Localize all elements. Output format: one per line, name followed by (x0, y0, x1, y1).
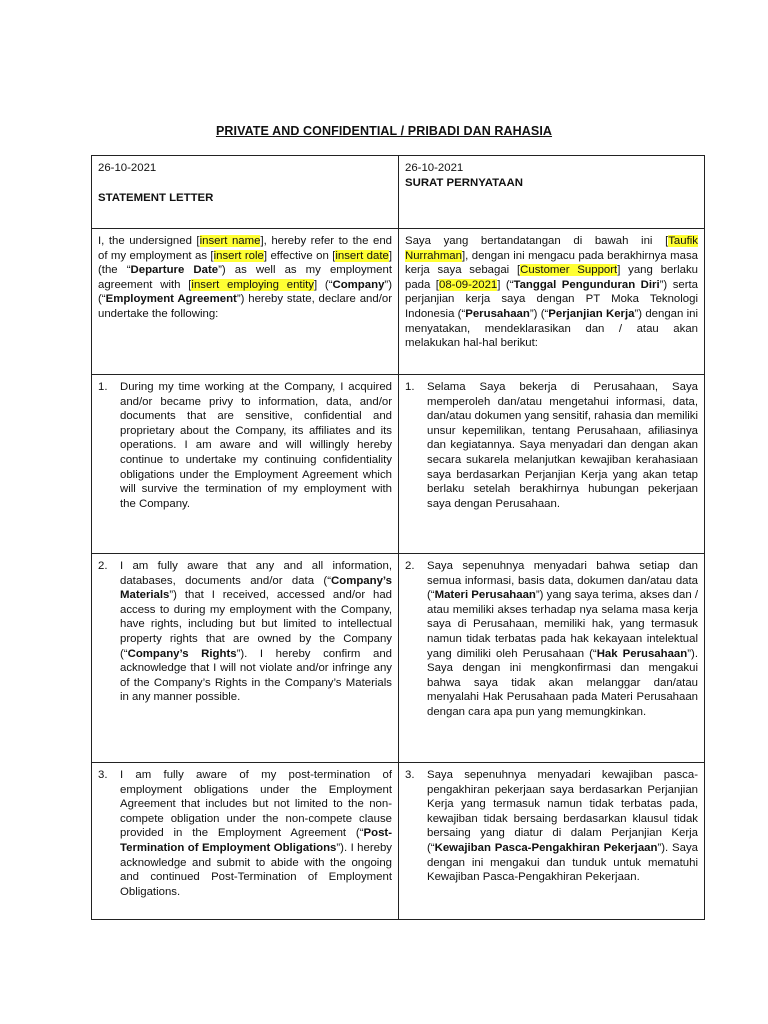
text-run: ”) as well as my employment agreement with [ (98, 264, 392, 291)
text-run: ”). I hereby confirm and acknowledge that I will not violate and/or infringe any of the Company’s Rights in the Company’s Materials in any manner possible. (120, 647, 393, 704)
clause-text (427, 768, 698, 885)
letter-date: 26-10-2021 (98, 162, 157, 174)
clause-text (120, 559, 392, 705)
clause-item (405, 380, 698, 511)
clause-row-2 (92, 554, 705, 763)
clause-number: 2. (98, 560, 108, 572)
defined-term: Post-Termination of Employment Obligations (120, 827, 392, 854)
clause-item (98, 768, 392, 899)
clause-text (120, 380, 392, 511)
text-run: ] (“ (497, 278, 514, 291)
text-run: Selama Saya bekerja di Perusahaan, Saya memperoleh dan/atau mengetahui informasi, data, dan/atau dokumen yang sensitif, rahasia dan memiliki unsur kepemilikan, tentang Perusahaan, afiliasinya dan kegiatannya. Saya menyadari dan dengan akan secara sukarela melanjutkan kewajiban kerahasiaan saya berdasarkan Perjanjian Kerja yang akan tetap berlaku setelah berakhirnya hubungan pekerjaan saya dengan Perusahaan. (427, 381, 698, 510)
clause-number: 1. (405, 381, 415, 393)
text-run: I am fully aware of my post-termination of employment obligations under the Employment Agreement that includes but not limited to the non-compete obligation under the non-compete clause provided in the Employment Agreement (“ (120, 769, 392, 840)
header-row (92, 156, 705, 229)
clause-cell-indonesian (399, 375, 705, 554)
text-run: I am fully aware that any and all information, databases, documents and/or data (“ (120, 560, 392, 587)
defined-term: Perusahaan (465, 307, 530, 320)
placeholder-field: insert name (199, 235, 261, 247)
clause-text (427, 559, 698, 720)
clause-item (405, 768, 698, 885)
clause-row-1 (92, 375, 705, 554)
clause-cell-indonesian (399, 554, 705, 763)
filled-field: Customer Support (520, 264, 618, 277)
intro-paragraph-indonesian (399, 229, 705, 375)
text-run: ] (“ (313, 278, 333, 291)
text-run: ”) (“ (529, 307, 549, 320)
text-run: ”) serta perjanjian kerja saya dengan PT Moka Teknologi Indonesia (“ (405, 278, 699, 320)
bilingual-statement-table (91, 155, 705, 920)
text-run: ”) that I received, accessed and/or had access to during my employment with the Company, have rights, including but but limited to intellectual property rights that are owned by the Company (“ (120, 589, 392, 660)
clause-cell-indonesian (399, 763, 705, 920)
text-run: ”). Saya dengan ini mengkonfirmasi dan mengakui bahwa saya tidak akan melanggar dan/atau menyalahi Hak Perusahaan pada Materi Perusahaan dengan cara apa pun yang memungkinkan. (427, 647, 698, 718)
text-run: Saya yang bertandatangan di bawah ini [ (405, 235, 669, 247)
clause-cell-english (92, 763, 399, 920)
defined-term: Employment Agreement (105, 293, 237, 306)
defined-term: Perjanjian Kerja (548, 307, 635, 320)
clause-text (120, 768, 392, 899)
document-title: PRIVATE AND CONFIDENTIAL / PRIBADI DAN RAHASIA (215, 124, 553, 138)
text-run: Saya sepenuhnya menyadari bahwa setiap dan semua informasi, basis data, dokumen dan/atau data (“ (427, 560, 698, 602)
defined-term: Company (332, 278, 385, 291)
defined-term: Tanggal Pengunduran Diri (513, 278, 660, 291)
placeholder-field: insert role (213, 249, 264, 262)
letter-date: 26-10-2021 (405, 162, 464, 174)
text-run: ”). Saya dengan ini mengakui dan tunduk untuk mematuhi Kewajiban Pasca-Pengakhiran Pekerjaan. (427, 841, 698, 884)
text-run: ”) yang saya terima, akses dan / atau memiliki akses terhadap nya selama masa kerja saya di Perusahaan, memiliki hak, yang termasuk namun tidak terbatas pada hak kekayaan intelektual yang dimiliki oleh Perusahaan (“ (427, 589, 698, 660)
text-run: ”) dengan ini menyatakan, mendeklarasikan dan / atau akan melakukan hal-hal berikut: (405, 307, 698, 350)
defined-term: Departure Date (130, 264, 219, 277)
text-run: ”) (“ (98, 278, 392, 306)
intro-paragraph-english (92, 229, 399, 375)
text-run: ] (the “ (98, 249, 392, 277)
header-cell-english (92, 156, 399, 229)
clause-cell-english (92, 375, 399, 554)
text-run: ”) hereby state, declare and/or undertake the following: (98, 293, 392, 320)
placeholder-field: insert employing entity (191, 278, 314, 291)
clause-item (98, 559, 392, 705)
intro-row (92, 229, 705, 375)
clause-item (405, 559, 698, 720)
clause-text (427, 380, 698, 511)
defined-term: Kewajiban Pasca-Pengakhiran Pekerjaan (434, 841, 658, 854)
text-run: I, the undersigned [ (98, 235, 200, 247)
text-run: During my time working at the Company, I acquired and/or became privy to information, data, and/or documents that are sensitive, confidential and proprietary about the Company, its affiliates and its operations. I am aware and will willingly hereby continue to undertake my continuing confidentiality obligations under the Employment Agreement which will survive the termination of my employment with the Company. (120, 381, 392, 510)
text-run: Saya sepenuhnya menyadari kewajiban pasca-pengakhiran pekerjaan saya berdasarkan Perjanjian Kerja yang termasuk namun tidak terbatas pada, kewajiban tidak bersaing berdasarkan klausul tidak bersaing yang diatur di dalam Perjanjian Kerja (“ (427, 769, 698, 854)
clause-row-3 (92, 763, 705, 920)
text-run: ], hereby refer to the end of my employment as [ (98, 235, 392, 262)
placeholder-field: insert date (335, 249, 389, 262)
defined-term: Hak Perusahaan (596, 647, 688, 660)
filled-field: 08-09-2021 (438, 278, 498, 291)
header-cell-indonesian (399, 156, 705, 229)
clause-item (98, 380, 392, 511)
text-run: ”). I hereby acknowledge and submit to abide with the ongoing and continued Post-Termination of Employment Obligations. (120, 841, 392, 898)
clause-cell-english (92, 554, 399, 763)
letter-heading: STATEMENT LETTER (98, 191, 214, 204)
clause-number: 3. (98, 769, 108, 781)
text-run: ] yang berlaku pada [ (405, 264, 698, 291)
letter-heading: SURAT PERNYATAAN (405, 176, 523, 189)
defined-term: Company’s Materials (120, 574, 392, 602)
defined-term: Company’s Rights (127, 647, 237, 660)
clause-number: 3. (405, 769, 415, 781)
clause-number: 2. (405, 560, 415, 572)
text-run: ] effective on [ (263, 249, 336, 262)
defined-term: Materi Perusahaan (434, 589, 536, 602)
filled-field: Taufik Nurrahman (405, 235, 698, 262)
clause-number: 1. (98, 381, 108, 393)
text-run: ], dengan ini mengacu pada berakhirnya masa kerja saya sebagai [ (405, 249, 698, 277)
